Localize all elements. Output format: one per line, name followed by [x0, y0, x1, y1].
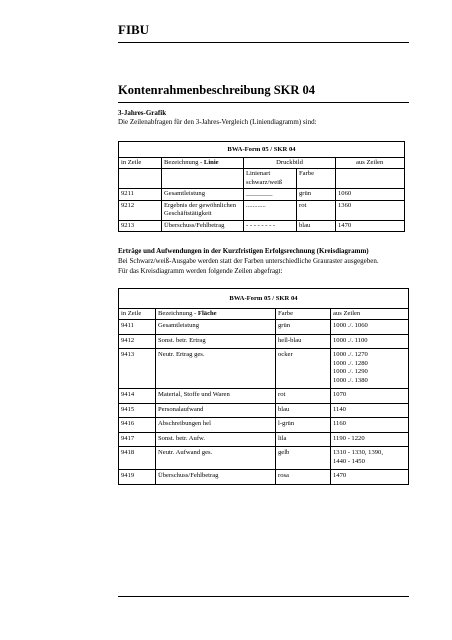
table-row [119, 334, 409, 349]
col-header: Bezeichnung - Linie [162, 157, 244, 169]
section1-intro: Die Zeilenabfragen für den 3-Jahres-Vergleich (Liniendiagramm) sind: [118, 118, 317, 126]
page-title: Kontenrahmenbeschreibung SKR 04 [118, 83, 316, 97]
table-cell: Überschuss/Fehlbetrag [162, 220, 244, 232]
table-cell: 1000 ./. 1060 [331, 320, 409, 335]
table-cell: Sonst. betr. Ertrag [156, 334, 276, 349]
table-row [119, 432, 409, 447]
col-header: in Zeile [119, 157, 162, 169]
table-cell: l-grün [276, 418, 331, 433]
table-caption: BWA-Form 05 / SKR 04 [119, 289, 409, 309]
table-cell: rosa [276, 470, 331, 485]
table-cell: 1160 [331, 418, 409, 433]
table-row [119, 220, 405, 232]
table-cell: ________ [244, 189, 297, 201]
table-cell: Neutr. Aufwand ges. [156, 447, 276, 470]
table-cell: - - - - - - - - [244, 220, 297, 232]
table-cell: gelb [276, 447, 331, 470]
pie-chart-table [118, 288, 409, 485]
table-cell: ............ [244, 200, 297, 220]
section2-line1: Bei Schwarz/weiß-Ausgabe werden statt der Farben unterschiedliche Grauraster ausgegeben. [118, 257, 379, 265]
table-cell: 1070 [331, 389, 409, 404]
table-cell: Neutr. Ertrag ges. [156, 349, 276, 389]
table-cell: 1310 - 1330, 1390, 1440 - 1450 [331, 447, 409, 470]
col-header: Farbe [276, 308, 331, 320]
table-cell: 9415 [119, 403, 156, 418]
table-cell: Material, Stoffe und Waren [156, 389, 276, 404]
table-cell: grün [276, 320, 331, 335]
section2-line2: Für das Kreisdiagramm werden folgende Zeilen abgefragt: [118, 267, 283, 275]
col-header-emph: Linie [203, 158, 219, 166]
col-header: Bezeichnung - Fläche [156, 308, 276, 320]
table-cell: Gesamtleistung [156, 320, 276, 335]
table-cell: grün [297, 189, 336, 201]
table-row [119, 320, 409, 335]
col-subheader: Farbe [297, 169, 336, 189]
header-rule [118, 42, 409, 43]
table-cell: blau [297, 220, 336, 232]
table-cell: 1360 [336, 200, 405, 220]
table-cell: 9416 [119, 418, 156, 433]
table-cell [119, 169, 162, 189]
header-title: FIBU [118, 22, 150, 37]
table-cell: 9419 [119, 470, 156, 485]
section2-heading: Erträge und Aufwendungen in der Kurzfristigen Erfolgsrechnung (Kreisdiagramm) [118, 247, 369, 255]
table-cell: 9211 [119, 189, 162, 201]
col-subheader: Linienart schwarz/weiß [244, 169, 297, 189]
table-cell: hell-blau [276, 334, 331, 349]
col-header: aus Zeilen [336, 157, 405, 169]
table-cell: 9414 [119, 389, 156, 404]
table-cell: 1000 ./. 1270 1000 ./. 1280 1000 ./. 1290 1000 ./. 1380 [331, 349, 409, 389]
col-header: in Zeile [119, 308, 156, 320]
table-cell: Sonst. betr. Aufw. [156, 432, 276, 447]
table-cell: 9412 [119, 334, 156, 349]
table-cell: 1000 ./. 1100 [331, 334, 409, 349]
table-row [119, 189, 405, 201]
table-cell: 9417 [119, 432, 156, 447]
table-cell: 1190 - 1220 [331, 432, 409, 447]
table-cell: Ergebnis der gewöhnlichen Geschäftstätigkeit [162, 200, 244, 220]
table-row [119, 403, 409, 418]
table-cell: 9213 [119, 220, 162, 232]
table-cell: ocker [276, 349, 331, 389]
table-caption: BWA-Form 05 / SKR 04 [119, 142, 405, 158]
table-cell: 9411 [119, 320, 156, 335]
footer-rule [118, 596, 409, 597]
section1-heading: 3-Jahres-Grafik [118, 109, 167, 117]
table-cell: 1140 [331, 403, 409, 418]
title-rule [118, 102, 409, 103]
table-cell: Abschreibungen hel [156, 418, 276, 433]
col-header-emph: Fläche [197, 309, 217, 317]
table-cell: 1470 [331, 470, 409, 485]
table-cell: 1060 [336, 189, 405, 201]
line-chart-table [118, 141, 405, 232]
col-header: aus Zeilen [331, 308, 409, 320]
table-row [119, 470, 409, 485]
table-cell: Personalaufwand [156, 403, 276, 418]
table-cell: 9418 [119, 447, 156, 470]
table-cell: 1470 [336, 220, 405, 232]
table-row [119, 389, 409, 404]
table-row [119, 418, 409, 433]
table-cell: 9413 [119, 349, 156, 389]
table-cell: rot [297, 200, 336, 220]
table-row [119, 447, 409, 470]
table-cell: Überschuss/Fehlbetrag [156, 470, 276, 485]
table-row [119, 349, 409, 389]
col-header: Druckbild [244, 157, 336, 169]
table-cell [336, 169, 405, 189]
table-cell [162, 169, 244, 189]
table-cell: rot [276, 389, 331, 404]
table-cell: 9212 [119, 200, 162, 220]
table-cell: Gesamtleistung [162, 189, 244, 201]
table-cell: blau [276, 403, 331, 418]
table-cell: lila [276, 432, 331, 447]
table-row [119, 200, 405, 220]
